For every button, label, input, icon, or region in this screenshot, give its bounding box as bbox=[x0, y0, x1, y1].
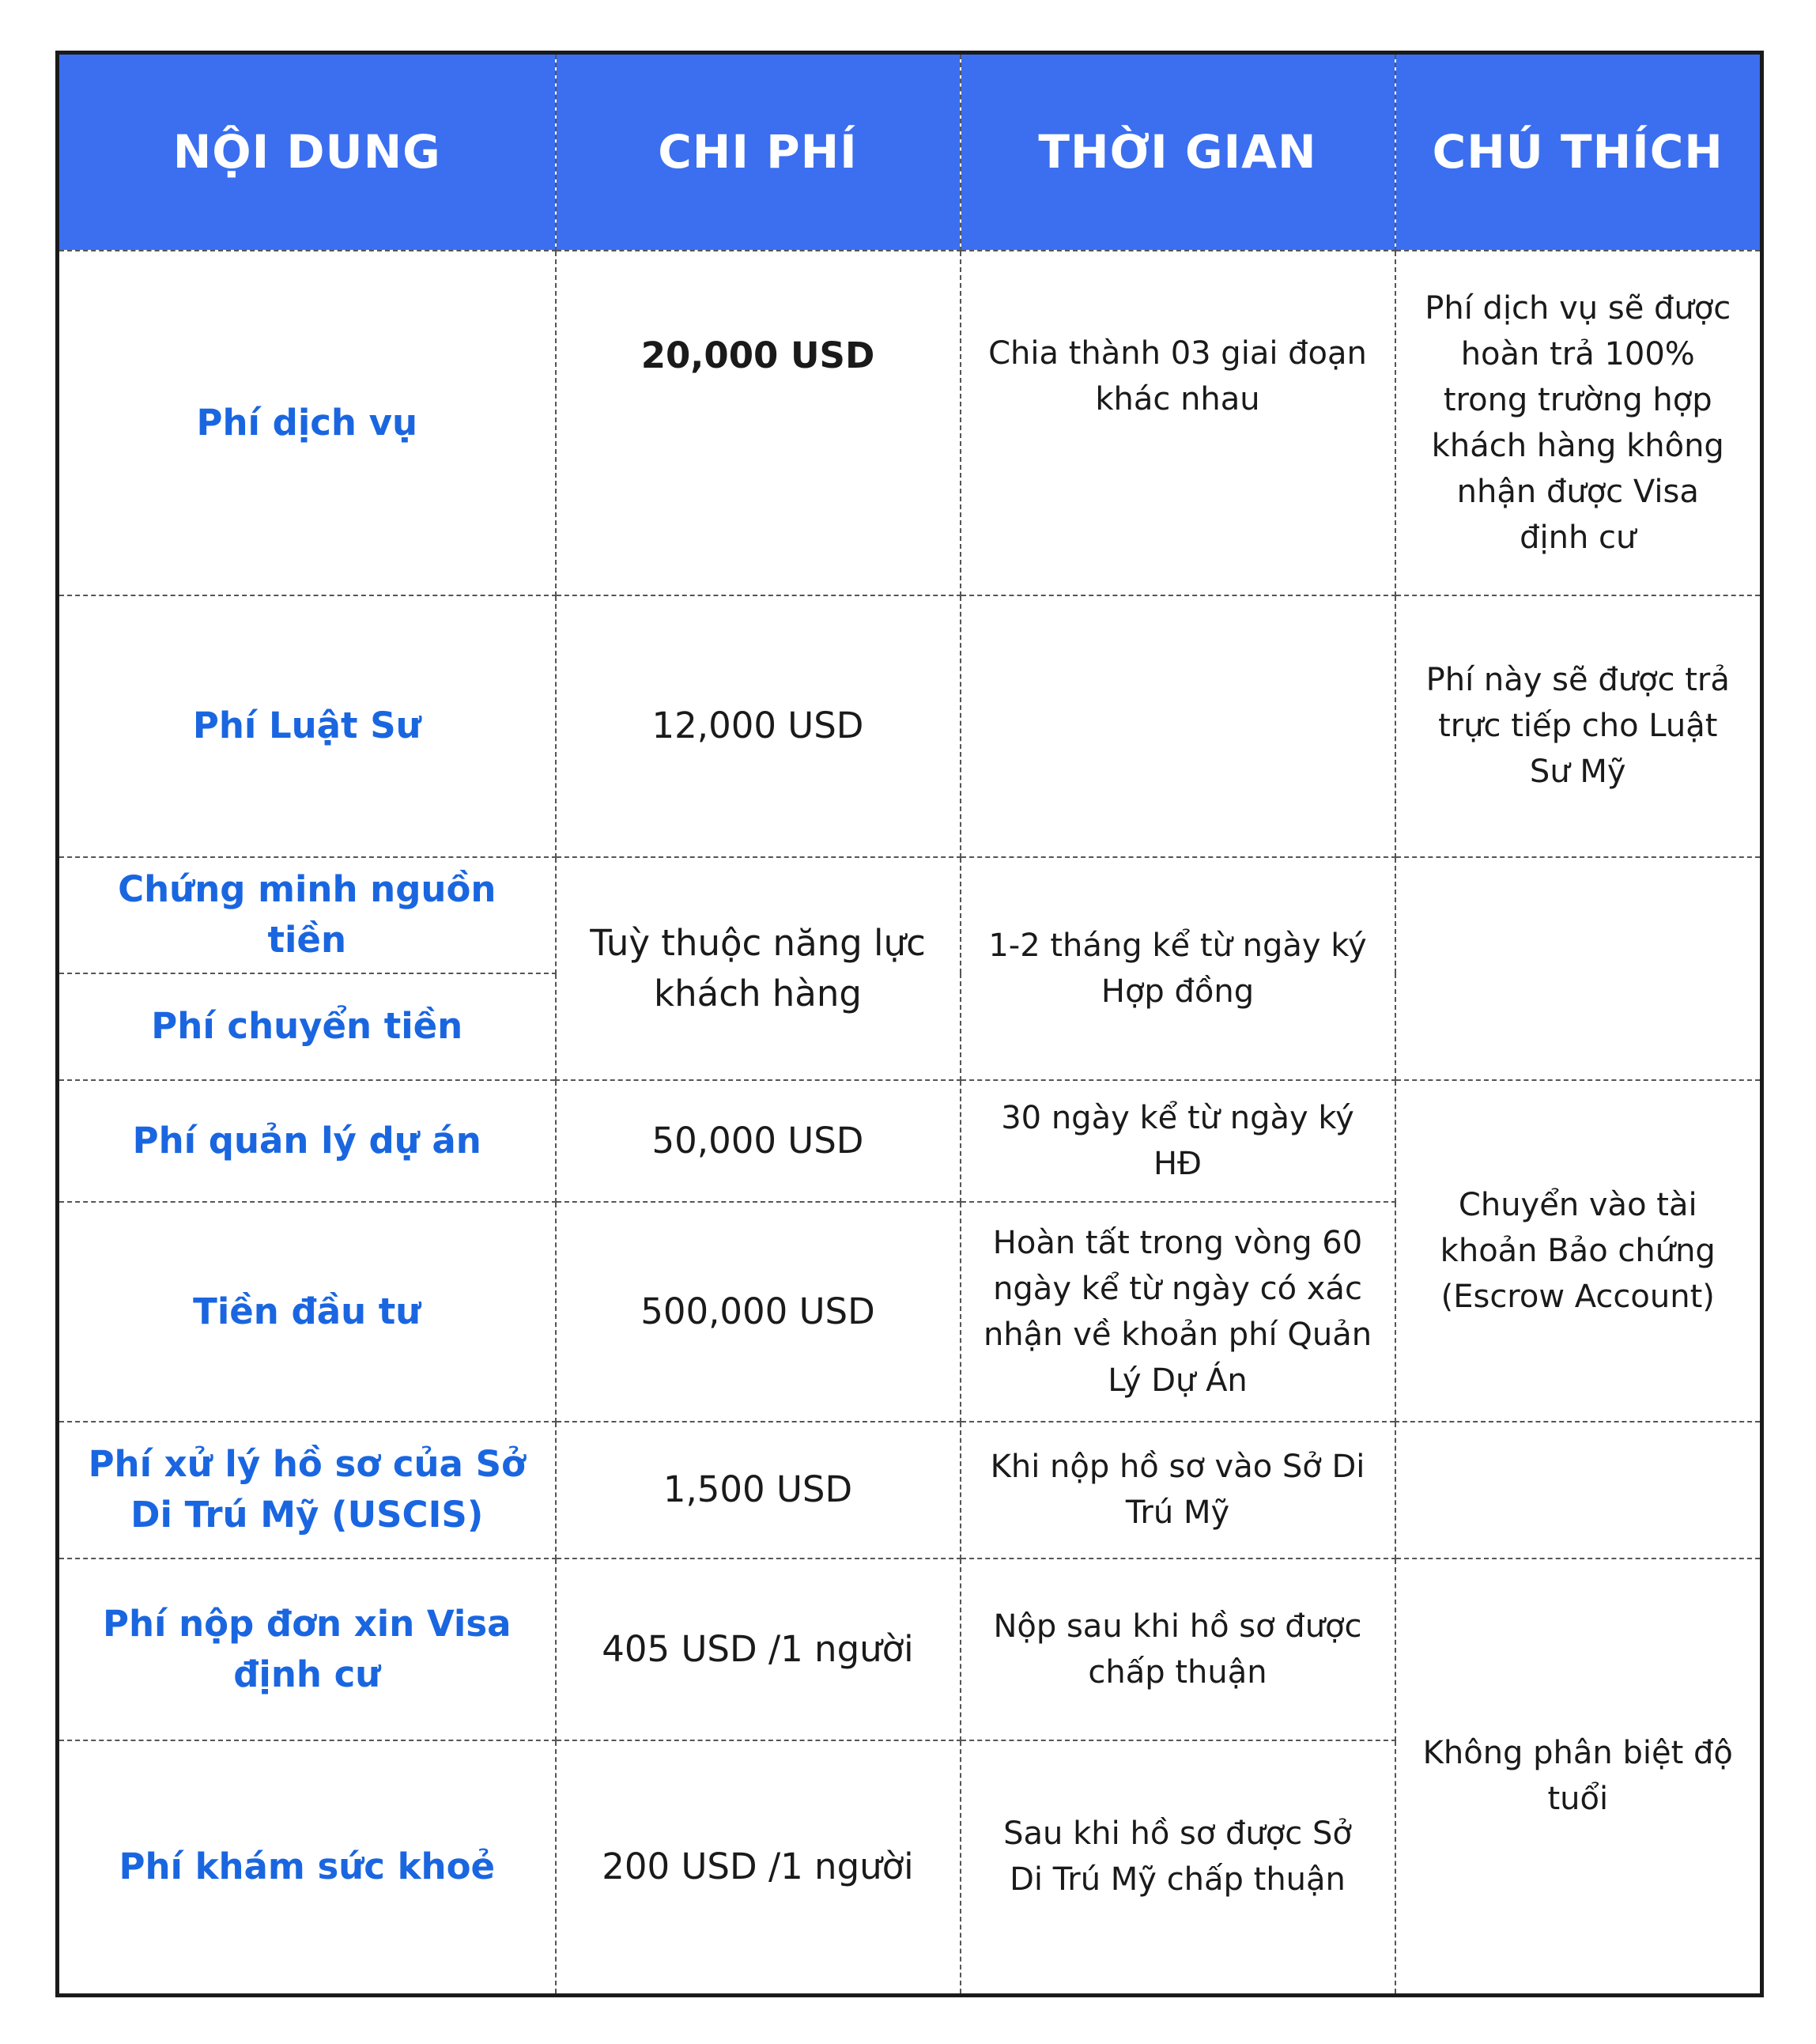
table-row bbox=[58, 1080, 1762, 1202]
fee-table bbox=[55, 51, 1764, 1997]
row-cost: 20,000 USD bbox=[556, 251, 961, 595]
row-cost: 200 USD /1 người bbox=[556, 1740, 961, 1996]
header-content: NỘI DUNG bbox=[58, 53, 556, 251]
row-cost: 50,000 USD bbox=[556, 1080, 961, 1202]
row-content: Phí chuyển tiền bbox=[58, 973, 556, 1080]
row-note: Phí này sẽ được trả trực tiếp cho Luật Sư Mỹ bbox=[1395, 595, 1762, 857]
row-time: Nộp sau khi hồ sơ được chấp thuận bbox=[961, 1559, 1395, 1740]
table-row bbox=[58, 595, 1762, 857]
row-note: Chuyển vào tài khoản Bảo chứng (Escrow Account) bbox=[1395, 1080, 1762, 1422]
row-content: Phí xử lý hồ sơ của Sở Di Trú Mỹ (USCIS) bbox=[58, 1422, 556, 1559]
row-content: Phí Luật Sư bbox=[58, 595, 556, 857]
row-cost: Tuỳ thuộc năng lực khách hàng bbox=[556, 857, 961, 1080]
table-row bbox=[58, 857, 1762, 973]
row-time: 30 ngày kể từ ngày ký HĐ bbox=[961, 1080, 1395, 1202]
row-note: Phí dịch vụ sẽ được hoàn trả 100% trong trường hợp khách hàng không nhận được Visa định cư bbox=[1395, 251, 1762, 595]
header-note: CHÚ THÍCH bbox=[1395, 53, 1762, 251]
row-cost: 500,000 USD bbox=[556, 1202, 961, 1422]
row-note bbox=[1395, 1422, 1762, 1559]
row-time: Chia thành 03 giai đoạn khác nhau bbox=[961, 251, 1395, 595]
row-content: Phí quản lý dự án bbox=[58, 1080, 556, 1202]
row-content: Phí dịch vụ bbox=[58, 251, 556, 595]
row-content: Phí khám sức khoẻ bbox=[58, 1740, 556, 1996]
table-row bbox=[58, 251, 1762, 595]
header-row bbox=[58, 53, 1762, 251]
header-time: THỜI GIAN bbox=[961, 53, 1395, 251]
row-content: Chứng minh nguồn tiền bbox=[58, 857, 556, 973]
row-content: Phí nộp đơn xin Visa định cư bbox=[58, 1559, 556, 1740]
row-cost: 1,500 USD bbox=[556, 1422, 961, 1559]
row-time bbox=[961, 595, 1395, 857]
row-time: Khi nộp hồ sơ vào Sở Di Trú Mỹ bbox=[961, 1422, 1395, 1559]
row-note: Không phân biệt độ tuổi bbox=[1395, 1559, 1762, 1996]
row-note bbox=[1395, 857, 1762, 1080]
row-time: Hoàn tất trong vòng 60 ngày kể từ ngày có xác nhận về khoản phí Quản Lý Dự Án bbox=[961, 1202, 1395, 1422]
header-cost: CHI PHÍ bbox=[556, 53, 961, 251]
row-time: 1-2 tháng kể từ ngày ký Hợp đồng bbox=[961, 857, 1395, 1080]
table-row bbox=[58, 1422, 1762, 1559]
row-cost: 12,000 USD bbox=[556, 595, 961, 857]
table-row bbox=[58, 1559, 1762, 1740]
row-content: Tiền đầu tư bbox=[58, 1202, 556, 1422]
row-time: Sau khi hồ sơ được Sở Di Trú Mỹ chấp thuận bbox=[961, 1740, 1395, 1996]
row-cost: 405 USD /1 người bbox=[556, 1559, 961, 1740]
